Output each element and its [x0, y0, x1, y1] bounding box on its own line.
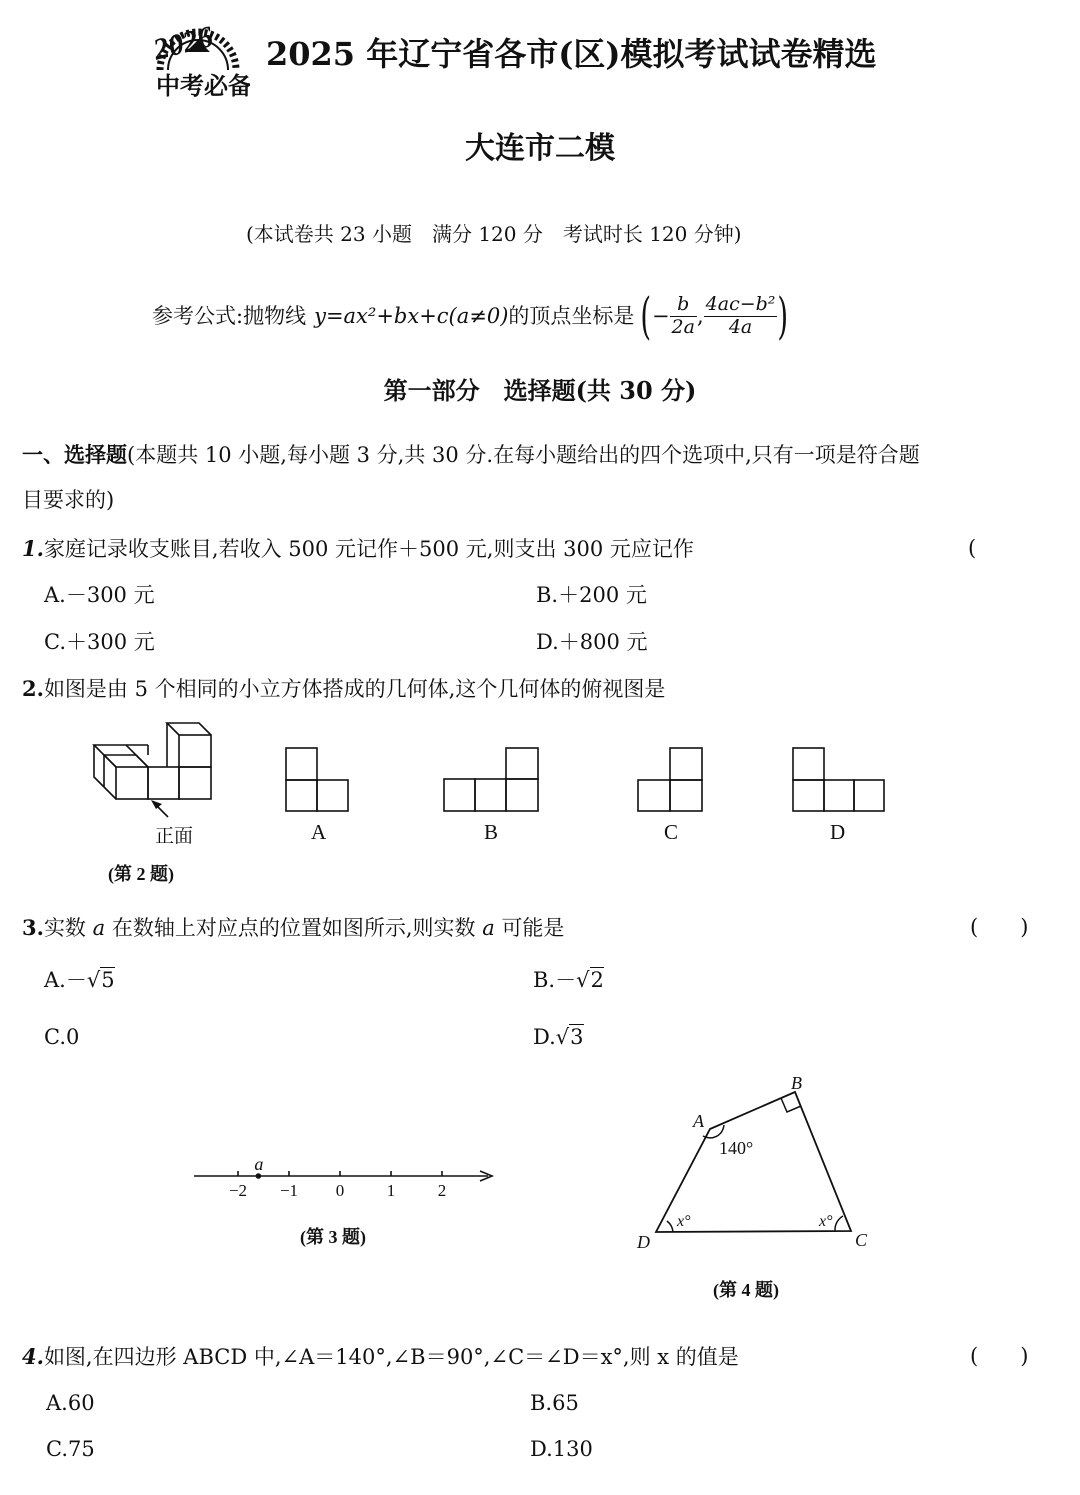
choice-a-label[interactable]: A	[311, 820, 327, 844]
option-a[interactable]: A.－√5	[44, 968, 115, 992]
quadrilateral-figure	[625, 1070, 885, 1310]
section-desc-line2: 目要求的)	[22, 488, 115, 512]
figure-caption: (第 3 题)	[300, 1227, 366, 1247]
choice-a-figure	[286, 748, 348, 811]
choice-b-label[interactable]: B	[484, 820, 499, 844]
question-number: 3.	[22, 915, 44, 940]
choice-b-figure	[444, 748, 538, 811]
exam-name: 大连市二模	[465, 131, 615, 166]
question-number: 1.	[22, 536, 44, 561]
logo-emblem-icon	[146, 8, 250, 102]
option-d[interactable]: D.√3	[533, 1025, 584, 1049]
cube-solid-figure	[94, 723, 211, 817]
axis-tick-label: −1	[279, 1181, 299, 1200]
point-a-label: a	[254, 1154, 264, 1174]
choice-c-label[interactable]: C	[664, 820, 679, 844]
section-description	[22, 444, 920, 466]
quadrilateral-abcd	[656, 1092, 851, 1232]
section-label: 一、选择题	[22, 442, 127, 467]
answer-paren: ( )	[970, 915, 1029, 939]
figure-caption: (第 4 题)	[713, 1280, 779, 1300]
front-label: 正面	[155, 826, 194, 847]
angle-c-arc	[835, 1216, 843, 1231]
option-d[interactable]: D.＋800 元	[536, 630, 648, 654]
vertex-y-fraction	[704, 294, 778, 339]
axis-tick-label: 1	[386, 1181, 396, 1200]
option-c[interactable]: C.＋300 元	[44, 630, 155, 654]
stem-part-a: 实数	[43, 916, 86, 940]
option-c[interactable]: C.0	[44, 1025, 80, 1049]
vertex-x-fraction	[670, 294, 697, 339]
formula-middle: 的顶点坐标是	[508, 303, 635, 328]
question-number: 4.	[22, 1344, 44, 1369]
radicand: 3	[570, 1025, 584, 1049]
axis-tick-label: 2	[437, 1181, 447, 1200]
radicand: 2	[590, 968, 604, 992]
option-b[interactable]: B.＋200 元	[536, 583, 647, 607]
question-3	[22, 917, 564, 939]
variable-a: a	[482, 916, 495, 940]
vertex-d-label: D	[637, 1232, 650, 1252]
radicand: 5	[101, 968, 115, 992]
axis-tick-label: 0	[335, 1181, 345, 1200]
axis-tick-label: −2	[228, 1181, 248, 1200]
stem-part-b: 在数轴上对应点的位置如图所示,则实数	[111, 916, 476, 940]
option-a[interactable]: A.－300 元	[44, 583, 155, 607]
stem-part-c: 可能是	[501, 916, 565, 940]
reference-formula: 参考公式:抛物线 y=ax²+bx+c(a≠0) 的顶点坐标是 ( − $\frac{b}{2a}$ , $\frac{\text{4ac−b²}}{4a}$ )	[152, 287, 789, 345]
vertex-b-label: B	[791, 1073, 802, 1093]
vy-denominator: 4a	[728, 315, 753, 338]
point-a-marker	[256, 1173, 262, 1179]
option-b[interactable]: B.65	[530, 1391, 579, 1415]
number-line-figure	[180, 1150, 510, 1260]
angle-a-value: 140°	[719, 1138, 754, 1158]
question-2	[22, 678, 665, 700]
page-title: 2025 年辽宁省各市(区)模拟考试试卷精选	[266, 35, 877, 73]
option-d[interactable]: D.130	[530, 1437, 593, 1461]
vx-numerator: b	[670, 294, 697, 317]
choice-c-figure	[638, 748, 702, 811]
choice-d-label[interactable]: D	[830, 820, 846, 844]
exam-info: (本试卷共 23 小题 满分 120 分 考试时长 120 分钟)	[246, 222, 742, 246]
section-desc-line1: (本题共 10 小题,每小题 3 分,共 30 分.在每小题给出的四个选项中,只有一项是符合题	[127, 443, 920, 467]
variable-a: a	[92, 916, 106, 940]
formula-prefix: 参考公式:抛物线	[152, 303, 307, 328]
answer-paren: ( )	[970, 1344, 1029, 1368]
option-c[interactable]: C.75	[46, 1437, 95, 1461]
option-a[interactable]: A.60	[46, 1391, 95, 1415]
angle-c-value: x°	[819, 1213, 833, 1230]
vertex-c-label: C	[855, 1230, 868, 1250]
part1-title: 第一部分 选择题(共 30 分)	[383, 376, 697, 405]
question-1	[22, 538, 694, 560]
vertex-a-label: A	[693, 1111, 704, 1131]
question-stem: 如图是由 5 个相同的小立方体搭成的几何体,这个几何体的俯视图是	[43, 677, 666, 701]
question-number: 2.	[22, 676, 44, 701]
choice-d-figure	[793, 748, 884, 811]
vx-denominator: 2a	[671, 315, 695, 338]
formula-equation: y=ax²+bx+c(a≠0)	[314, 303, 509, 328]
angle-d-arc	[667, 1221, 673, 1232]
logo-text: 中考必备	[156, 74, 250, 100]
answer-paren: (	[968, 536, 977, 560]
figure-caption: (第 2 题)	[108, 864, 174, 884]
vy-numerator: 4ac−b²	[705, 292, 776, 315]
question-4	[22, 1346, 739, 1368]
option-b[interactable]: B.－√2	[533, 968, 604, 992]
logo	[146, 8, 250, 102]
angle-d-value: x°	[677, 1213, 691, 1230]
question-stem: 家庭记录收支账目,若收入 500 元记作＋500 元,则支出 300 元应记作	[43, 537, 694, 561]
question-stem: 如图,在四边形 ABCD 中,∠A＝140°,∠B＝90°,∠C＝∠D＝x°,则 x 的值是	[43, 1345, 739, 1369]
question-2-figures	[0, 715, 1080, 890]
logo-year: 2026	[150, 20, 217, 67]
